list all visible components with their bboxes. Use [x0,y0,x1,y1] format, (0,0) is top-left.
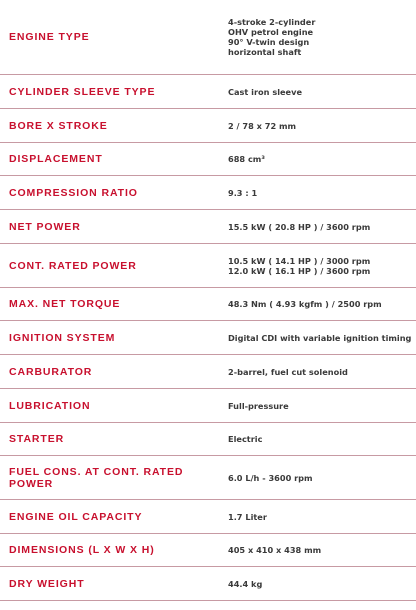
spec-value: 2 / 78 x 72 mm [228,120,297,131]
spec-row-carburator [0,355,416,389]
spec-row-engine-type [0,0,416,75]
spec-label: BORE X STROKE [9,119,108,132]
spec-value: 15.5 kW ( 20.8 HP ) / 3600 rpm [228,221,371,232]
spec-label: NET POWER [9,220,81,233]
spec-label: IGNITION SYSTEM [9,331,116,344]
spec-value: Electric [228,434,263,444]
spec-value: 10.5 kW ( 14.1 HP ) / 3000 rpm 12.0 kW ( 16.1 HP ) / 3600 rpm [228,255,371,276]
spec-value: 2-barrel, fuel cut solenoid [228,366,348,377]
spec-value: 688 cm³ [228,154,265,164]
spec-row-fuel-consumption [0,456,416,500]
spec-label: COMPRESSION RATIO [9,186,138,199]
spec-row-dimensions [0,534,416,567]
spec-row-lubrication [0,389,416,423]
spec-value: 405 x 410 x 438 mm [228,545,322,555]
spec-value: 9.3 : 1 [228,187,258,198]
spec-label: FUEL CONS. AT CONT. RATED POWER [9,465,184,490]
spec-value: 1.7 Liter [228,511,267,522]
spec-label: MAX. NET TORQUE [9,298,121,310]
spec-row-cont-rated-power [0,244,416,288]
spec-label: CARBURATOR [9,365,93,378]
spec-row-displacement [0,143,416,176]
spec-row-max-net-torque [0,288,416,321]
spec-value: Cast iron sleeve [228,86,302,97]
spec-label: CYLINDER SLEEVE TYPE [9,85,156,98]
spec-label: DISPLACEMENT [9,153,103,165]
spec-label: STARTER [9,433,65,445]
spec-value: Digital CDI with variable ignition timing [228,332,412,343]
spec-row-bore-x-stroke [0,109,416,143]
spec-value: 48.3 Nm ( 4.93 kgfm ) / 2500 rpm [228,299,382,309]
spec-label: DRY WEIGHT [9,577,85,590]
spec-row-ignition-system [0,321,416,355]
spec-value: 6.0 L/h - 3600 rpm [228,472,313,483]
spec-row-net-power [0,210,416,244]
spec-row-dry-weight [0,567,416,601]
spec-value: 4-stroke 2-cylinder OHV petrol engine 90° V-twin design horizontal shaft [228,17,316,57]
spec-label: ENGINE TYPE [9,31,90,43]
spec-label: CONT. RATED POWER [9,259,137,272]
spec-value: Full-pressure [228,400,289,411]
spec-label: DIMENSIONS (L X W X H) [9,544,155,556]
spec-label: ENGINE OIL CAPACITY [9,510,143,523]
spec-row-engine-oil-capacity [0,500,416,534]
spec-value: 44.4 kg [228,578,263,589]
spec-row-starter [0,423,416,456]
spec-row-cylinder-sleeve-type [0,75,416,109]
spec-row-compression-ratio [0,176,416,210]
spec-label: LUBRICATION [9,399,91,412]
